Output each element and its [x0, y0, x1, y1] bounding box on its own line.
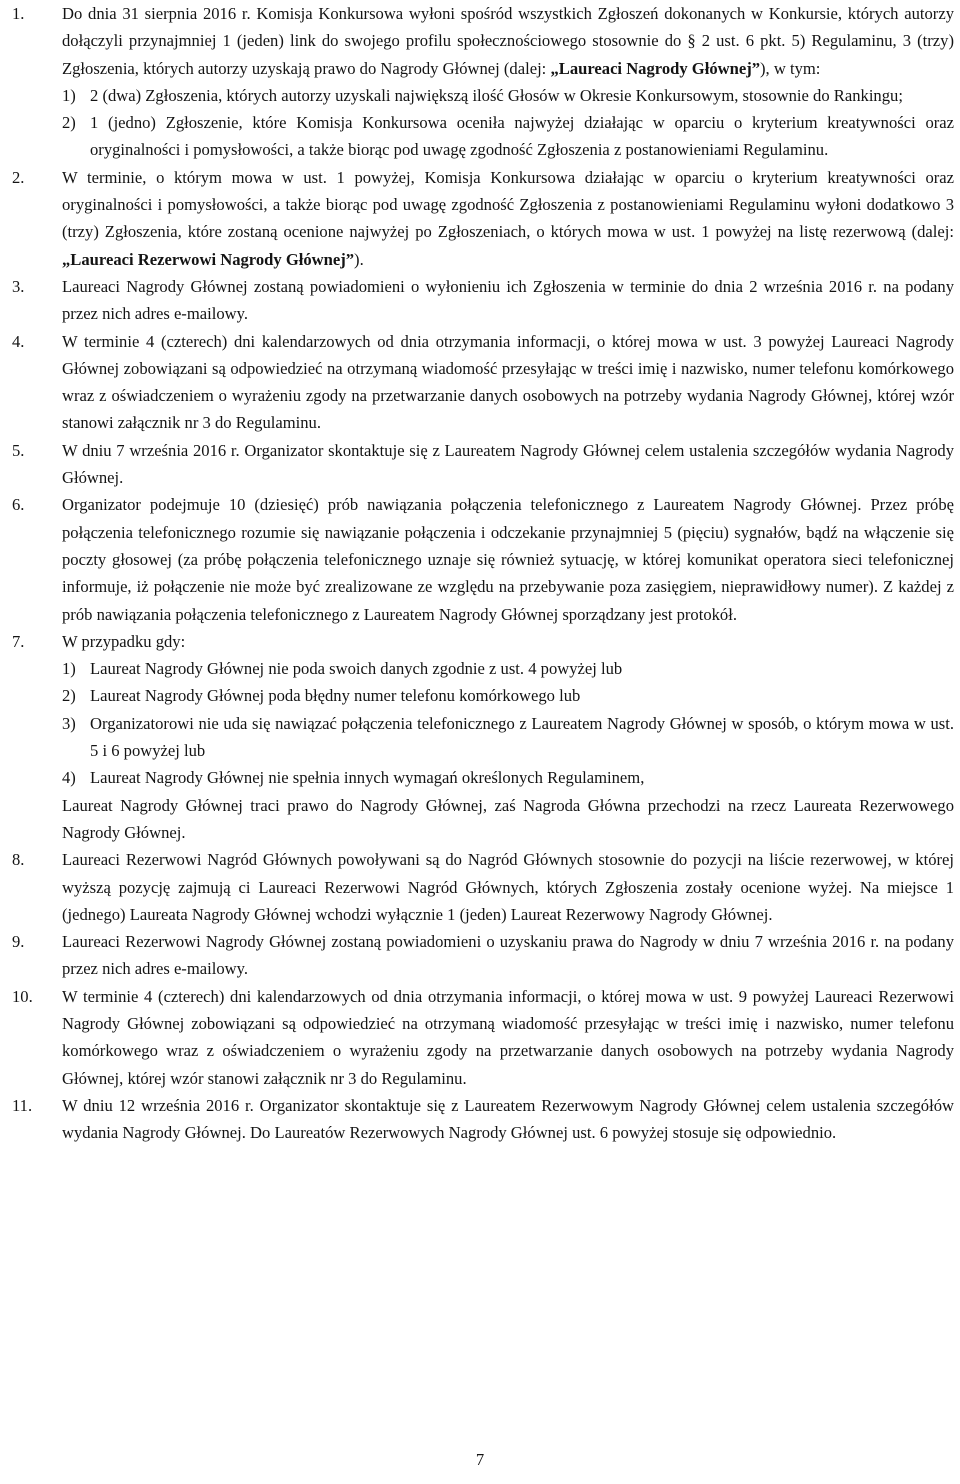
sub-item — [62, 655, 954, 682]
sub-item-text: 2 (dwa) Zgłoszenia, których autorzy uzyskali największą ilość Głosów w Okresie Konkursowym, stosownie do Rankingu; — [90, 85, 903, 105]
item-text-after: ), w tym: — [760, 58, 821, 78]
page-number: 7 — [475, 1450, 485, 1469]
item-1 — [0, 0, 960, 164]
item-3 — [0, 273, 960, 328]
item-text: Laureaci Rezerwowi Nagrody Głównej zostaną powiadomieni o uzyskaniu prawa do Nagrody w dniu 7 września 2016 r. na podany przez nich adres e-mailowy. — [62, 932, 954, 979]
item-number: 2. — [12, 167, 25, 187]
item-text-after: ). — [354, 249, 364, 269]
item-number: 4. — [12, 331, 25, 351]
sub-item — [62, 82, 954, 109]
item-number: 9. — [12, 932, 25, 952]
item-8 — [0, 846, 960, 928]
item-text: Organizator podejmuje 10 (dziesięć) prób nawiązania połączenia telefonicznego z Laureatem Nagrody Głównej. Przez próbę połączenia telefonicznego rozumie się nawiązanie połączenia i odczekanie przynajmniej 5 (pięciu) sygnałów, bądź na włączenie się poczty głosowej (za próbę połączenia telefonicznego uznaje się również sytuację, w której komunikat operatora sieci telefonicznej informuje, iż połączenie nie może być zrealizowane ze względu na przebywanie poza zasięgiem, nieprawidłowy numer). Z każdej z prób nawiązania połączenia telefonicznego z Laureatem Nagrody Głównej sporządzany jest protokół. — [62, 495, 954, 624]
item-number: 8. — [12, 850, 25, 870]
item-10 — [0, 983, 960, 1092]
defined-term: „Laureaci Nagrody Głównej” — [550, 58, 761, 78]
item-number: 1. — [12, 4, 25, 23]
item-closing-text: Laureat Nagrody Głównej traci prawo do Nagrody Głównej, zaś Nagroda Główna przechodzi na rzecz Laureata Rezerwowego Nagrody Głównej. — [62, 795, 954, 842]
item-text: W terminie 4 (czterech) dni kalendarzowych od dnia otrzymania informacji, o której mowa w ust. 3 powyżej Laureaci Nagrody Głównej zobowiązani są odpowiedzieć na otrzymaną wiadomość przesyłając w treści imię i nazwisko, numer telefonu komórkowego wraz z oświadczeniem o wyrażeniu zgody na przetwarzanie danych osobowych na potrzeby wydania Nagrody Głównej, której wzór stanowi załącznik nr 3 do Regulaminu. — [62, 331, 954, 433]
item-content — [62, 0, 954, 164]
sub-item-text: Laureat Nagrody Głównej nie spełnia innych wymagań określonych Regulaminem, — [90, 768, 645, 788]
sub-item-number: 4) — [62, 768, 76, 788]
item-5 — [0, 437, 960, 492]
defined-term: „Laureaci Rezerwowi Nagrody Głównej” — [62, 249, 355, 269]
sub-item-number: 2) — [62, 686, 76, 706]
item-text: Do dnia 31 sierpnia 2016 r. Komisja Konkursowa wyłoni spośród wszystkich Zgłoszeń dokonanych w Konkursie, których autorzy dołączyli przynajmniej 1 (jeden) link do swojego profilu społecznościowego stosownie do § 2 ust. 6 pkt. 5) Regulaminu, 3 (trzy) Zgłoszenia, których autorzy uzyskają prawo do Nagrody Głównej (dalej: — [62, 4, 954, 78]
item-4 — [0, 328, 960, 437]
item-number: 11. — [12, 1095, 33, 1115]
sub-item — [62, 682, 954, 709]
sub-item-number: 1) — [62, 659, 76, 679]
item-text: Laureaci Nagrody Głównej zostaną powiadomieni o wyłonieniu ich Zgłoszenia w terminie do dnia 2 września 2016 r. na podany przez nich adres e-mailowy. — [62, 276, 954, 324]
sub-item-number: 1) — [62, 85, 76, 105]
item-content — [62, 164, 954, 273]
item-6 — [0, 491, 960, 627]
sub-item-number: 3) — [62, 713, 76, 733]
sub-item-number: 2) — [62, 113, 76, 133]
sub-item-text: 1 (jedno) Zgłoszenie, które Komisja Konkursowa oceniła najwyżej działając w oparciu o kryterium kreatywności oraz oryginalności i pomysłowości, a także biorąc pod uwagę zgodność Zgłoszenia z postanowieniami Regulaminu. — [90, 113, 954, 160]
sub-item — [62, 764, 954, 791]
item-text: Laureaci Rezerwowi Nagród Głównych powoływani są do Nagród Głównych stosownie do pozycji na liście rezerwowej, w której wyższą pozycję zajmują ci Laureaci Rezerwowi Nagród Głównych, których Zgłoszenia zostały ocenione wyżej. Na miejsce 1 (jednego) Laureata Nagrody Głównej wchodzi wyłącznie 1 (jeden) Laureat Rezerwowy Nagrody Głównej. — [62, 850, 954, 924]
item-number: 7. — [12, 631, 25, 651]
item-text: W terminie, o którym mowa w ust. 1 powyżej, Komisja Konkursowa działając w oparciu o kryterium kreatywności oraz oryginalności i pomysłowości, a także biorąc pod uwagę zgodność Zgłoszenia z postanowieniami Regulaminu wyłoni dodatkowo 3 (trzy) Zgłoszenia, które zostaną ocenione najwyżej po Zgłoszeniach, o których mowa w ust. 1 powyżej na listę rezerwową (dalej: — [62, 167, 954, 242]
item-number: 10. — [12, 986, 33, 1006]
item-text: W dniu 7 września 2016 r. Organizator skontaktuje się z Laureatem Nagrody Głównej celem ustalenia szczegółów wydania Nagrody Głównej. — [62, 440, 954, 488]
item-text: W dniu 12 września 2016 r. Organizator skontaktuje się z Laureatem Rezerwowym Nagrody Głównej celem ustalenia szczegółów wydania Nagrody Głównej. Do Laureatów Rezerwowych Nagrody Głównej ust. 6 powyżej stosuje się odpowiednio. — [62, 1095, 954, 1143]
sub-item-text: Laureat Nagrody Głównej nie poda swoich danych zgodnie z ust. 4 powyżej lub — [90, 659, 623, 679]
item-content — [62, 628, 954, 846]
sub-item-text: Laureat Nagrody Głównej poda błędny numer telefonu komórkowego lub — [90, 686, 581, 706]
item-11 — [0, 1092, 960, 1147]
item-text: W przypadku gdy: — [62, 631, 186, 651]
sub-item — [62, 710, 954, 765]
item-number: 5. — [12, 440, 25, 460]
item-number: 3. — [12, 276, 25, 296]
item-2 — [0, 164, 960, 273]
item-7 — [0, 628, 960, 846]
sub-item — [62, 109, 954, 164]
item-text: W terminie 4 (czterech) dni kalendarzowych od dnia otrzymania informacji, o której mowa w ust. 9 powyżej Laureaci Rezerwowi Nagrody Głównej zobowiązani są odpowiedzieć na otrzymaną wiadomość przesyłając w treści imię i nazwisko, numer telefonu komórkowego wraz z oświadczeniem o wyrażeniu zgody na przetwarzanie danych osobowych na potrzeby wydania Nagrody Głównej, której wzór stanowi załącznik nr 3 do Regulaminu. — [62, 986, 954, 1088]
sub-item-text: Organizatorowi nie uda się nawiązać połączenia telefonicznego z Laureatem Nagrody Głównej w sposób, o którym mowa w ust. 5 i 6 powyżej lub — [90, 713, 954, 761]
item-9 — [0, 928, 960, 983]
item-number: 6. — [12, 495, 25, 515]
